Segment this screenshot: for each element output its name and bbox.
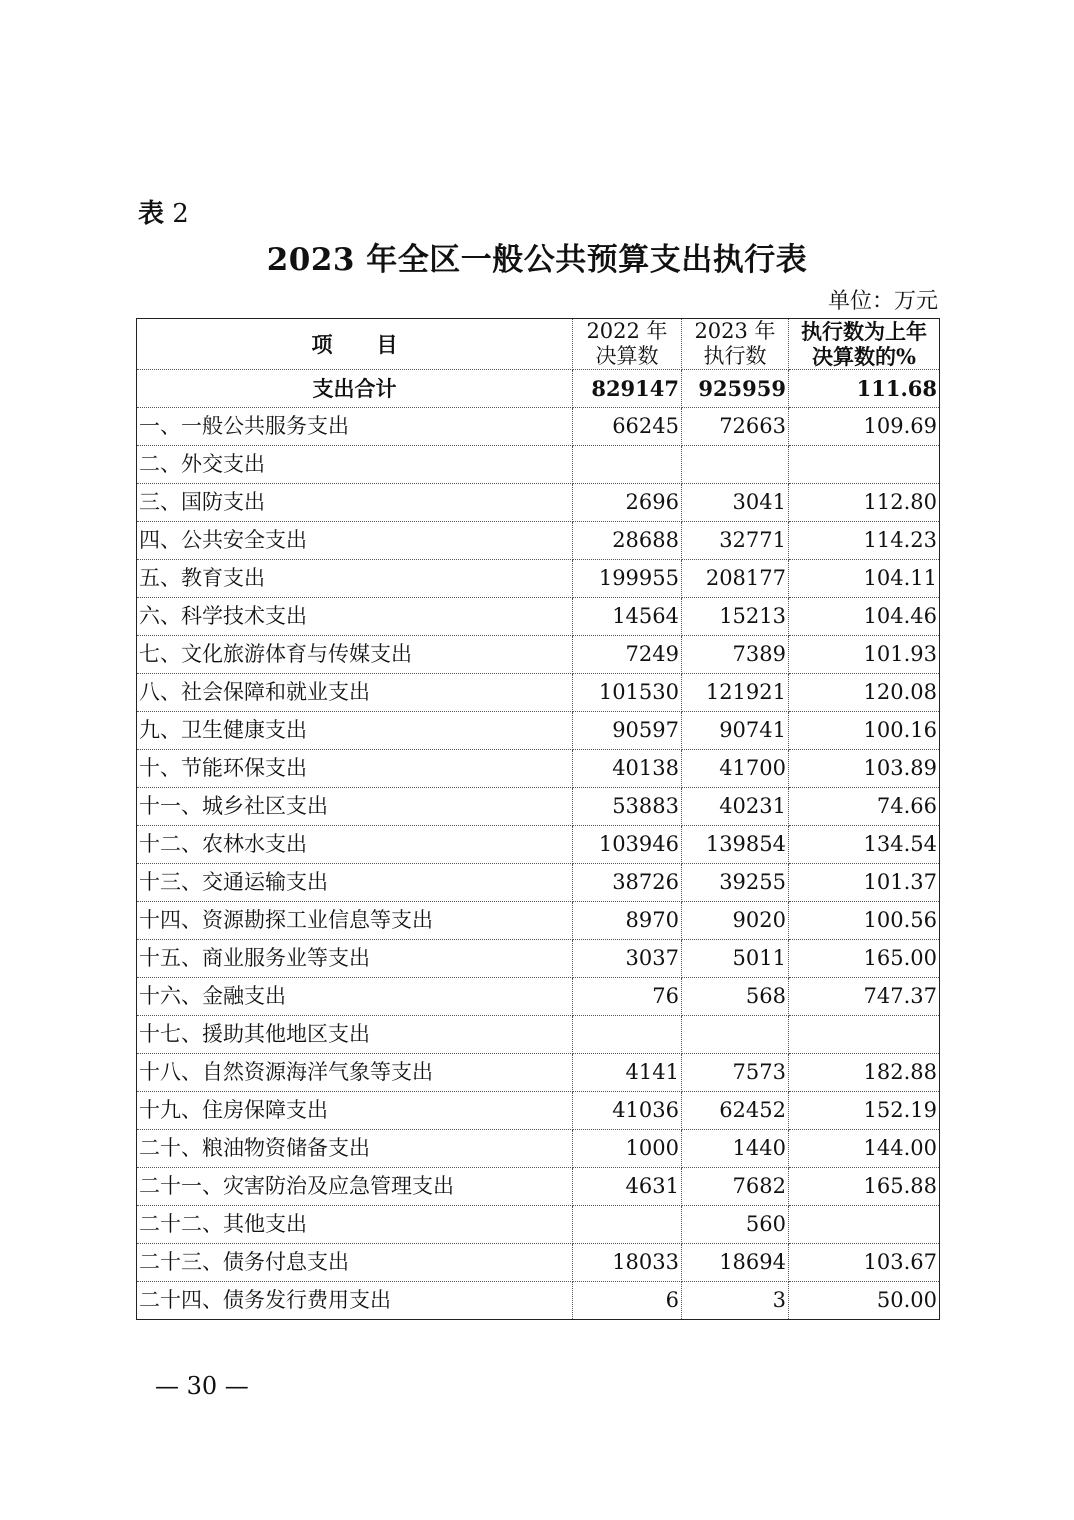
- row-name: 十三、交通运输支出: [137, 864, 573, 902]
- row-ratio: 152.19: [789, 1092, 940, 1130]
- header-item-a: 项: [311, 331, 333, 357]
- row-name: 十六、金融支出: [137, 978, 573, 1016]
- row-2023: 62452: [682, 1092, 789, 1130]
- table-row: [137, 636, 940, 674]
- row-2023: 90741: [682, 712, 789, 750]
- row-2022: 199955: [573, 560, 682, 598]
- budget-table: [136, 318, 940, 1320]
- row-ratio: 103.67: [789, 1244, 940, 1282]
- row-ratio: 74.66: [789, 788, 940, 826]
- row-2023: [682, 446, 789, 484]
- row-ratio: 100.16: [789, 712, 940, 750]
- row-2023: 560: [682, 1206, 789, 1244]
- row-ratio: 104.46: [789, 598, 940, 636]
- total-2023: 925959: [682, 370, 789, 408]
- row-2022: 76: [573, 978, 682, 1016]
- row-2022: 6: [573, 1282, 682, 1320]
- row-2022: 40138: [573, 750, 682, 788]
- table-row: [137, 940, 940, 978]
- unit-label: 单位：万元: [827, 289, 938, 314]
- header-2023-line1: 2023 年: [694, 319, 776, 343]
- table-row: [137, 598, 940, 636]
- row-2022: 103946: [573, 826, 682, 864]
- row-2023: 5011: [682, 940, 789, 978]
- table-row: [137, 826, 940, 864]
- table-row: [137, 674, 940, 712]
- row-2023: 41700: [682, 750, 789, 788]
- row-2022: 2696: [573, 484, 682, 522]
- row-2023: 121921: [682, 674, 789, 712]
- header-ratio-line1: 执行数为上年: [801, 319, 927, 344]
- row-2022: [573, 446, 682, 484]
- row-name: 二、外交支出: [137, 446, 573, 484]
- row-name: 八、社会保障和就业支出: [137, 674, 573, 712]
- table-row: [137, 1168, 940, 1206]
- row-2022: 3037: [573, 940, 682, 978]
- header-2022-line1: 2022 年: [586, 319, 668, 343]
- row-name: 二十、粮油物资储备支出: [137, 1130, 573, 1168]
- row-name: 五、教育支出: [137, 560, 573, 598]
- row-name: 十七、援助其他地区支出: [137, 1016, 573, 1054]
- header-item-b: 目: [376, 331, 398, 357]
- table-row: [137, 1054, 940, 1092]
- page-number: — 30 —: [155, 1372, 249, 1400]
- row-ratio: 165.00: [789, 940, 940, 978]
- row-2022: 90597: [573, 712, 682, 750]
- row-name: 二十二、其他支出: [137, 1206, 573, 1244]
- table-row: [137, 788, 940, 826]
- header-row: [137, 319, 940, 370]
- row-2023: 7682: [682, 1168, 789, 1206]
- row-2023: 3: [682, 1282, 789, 1320]
- row-name: 十二、农林水支出: [137, 826, 573, 864]
- row-2022: 41036: [573, 1092, 682, 1130]
- row-2022: 101530: [573, 674, 682, 712]
- row-2023: 208177: [682, 560, 789, 598]
- row-ratio: 101.93: [789, 636, 940, 674]
- row-ratio: 747.37: [789, 978, 940, 1016]
- table-row: [137, 1206, 940, 1244]
- total-ratio: 111.68: [789, 370, 940, 408]
- page-title: 2023 年全区一般公共预算支出执行表: [266, 242, 808, 278]
- row-2023: 9020: [682, 902, 789, 940]
- row-2022: 53883: [573, 788, 682, 826]
- row-name: 十、节能环保支出: [137, 750, 573, 788]
- row-ratio: 101.37: [789, 864, 940, 902]
- table-row: [137, 1244, 940, 1282]
- row-name: 二十三、债务付息支出: [137, 1244, 573, 1282]
- row-ratio: 120.08: [789, 674, 940, 712]
- row-2022: 7249: [573, 636, 682, 674]
- header-ratio-line2: 决算数的%: [812, 344, 916, 370]
- table-row: [137, 864, 940, 902]
- row-ratio: 144.00: [789, 1130, 940, 1168]
- row-ratio: [789, 446, 940, 484]
- table-row: [137, 560, 940, 598]
- row-2023: 1440: [682, 1130, 789, 1168]
- header-2022-line2: 决算数: [595, 344, 659, 369]
- table-row: [137, 408, 940, 446]
- row-2022: 4631: [573, 1168, 682, 1206]
- row-2022: [573, 1016, 682, 1054]
- row-name: 七、文化旅游体育与传媒支出: [137, 636, 573, 674]
- row-ratio: 104.11: [789, 560, 940, 598]
- row-ratio: 50.00: [876, 1288, 937, 1313]
- row-name: 十八、自然资源海洋气象等支出: [137, 1054, 573, 1092]
- row-name: 六、科学技术支出: [137, 598, 573, 636]
- row-2022: 14564: [573, 598, 682, 636]
- row-2022: 38726: [573, 864, 682, 902]
- table-label-prefix: 表: [138, 199, 165, 229]
- table-row: [137, 1130, 940, 1168]
- row-2023: [682, 1016, 789, 1054]
- table-row: [137, 1092, 940, 1130]
- header-2023: [682, 319, 789, 370]
- row-name: 十五、商业服务业等支出: [137, 940, 573, 978]
- row-ratio: 114.23: [789, 522, 940, 560]
- header-2022: [573, 319, 682, 370]
- total-name: 支出合计: [137, 370, 573, 408]
- row-2022: 66245: [573, 408, 682, 446]
- table-label: [138, 193, 189, 230]
- table-label-number: 2: [172, 199, 189, 229]
- row-2023: 15213: [682, 598, 789, 636]
- table-row: [137, 522, 940, 560]
- total-row: [137, 370, 940, 408]
- table-row: [137, 446, 940, 484]
- row-2023: 72663: [682, 408, 789, 446]
- row-2023: 7389: [682, 636, 789, 674]
- row-ratio: 182.88: [789, 1054, 940, 1092]
- row-2022: [573, 1206, 682, 1244]
- row-ratio: 165.88: [789, 1168, 940, 1206]
- row-2022: 28688: [573, 522, 682, 560]
- row-name: 四、公共安全支出: [137, 522, 573, 560]
- row-2023: 139854: [682, 826, 789, 864]
- row-name: 三、国防支出: [137, 484, 573, 522]
- table-row: [137, 902, 940, 940]
- header-2023-line2: 执行数: [703, 344, 767, 369]
- header-item: [137, 319, 573, 370]
- row-name: 十四、资源勘探工业信息等支出: [137, 902, 573, 940]
- row-name: 二十四、债务发行费用支出: [137, 1282, 573, 1320]
- table-row: [137, 978, 940, 1016]
- row-2022: 8970: [573, 902, 682, 940]
- total-2022: 829147: [573, 370, 682, 408]
- table-row: [137, 1282, 940, 1320]
- row-ratio: 103.89: [789, 750, 940, 788]
- row-ratio: 100.56: [789, 902, 940, 940]
- row-name: 二十一、灾害防治及应急管理支出: [137, 1168, 573, 1206]
- row-2023: 40231: [682, 788, 789, 826]
- table-row: [137, 712, 940, 750]
- row-2023: 18694: [682, 1244, 789, 1282]
- row-2022: 18033: [573, 1244, 682, 1282]
- row-ratio: 134.54: [789, 826, 940, 864]
- table-row: [137, 750, 940, 788]
- row-name: 九、卫生健康支出: [137, 712, 573, 750]
- row-2023: 39255: [682, 864, 789, 902]
- row-name: 十九、住房保障支出: [137, 1092, 573, 1130]
- row-2023: 3041: [682, 484, 789, 522]
- table-row: [137, 1016, 940, 1054]
- row-2023: 32771: [682, 522, 789, 560]
- header-ratio: [789, 319, 940, 370]
- row-2023: 7573: [682, 1054, 789, 1092]
- row-ratio: 112.80: [789, 484, 940, 522]
- row-name: 十一、城乡社区支出: [137, 788, 573, 826]
- row-name: 一、一般公共服务支出: [137, 408, 573, 446]
- row-2022: 4141: [573, 1054, 682, 1092]
- row-ratio: [789, 1206, 940, 1244]
- row-ratio: [789, 1016, 940, 1054]
- row-ratio: 109.69: [789, 408, 940, 446]
- row-2023: 568: [682, 978, 789, 1016]
- row-2022: 1000: [573, 1130, 682, 1168]
- table-row: [137, 484, 940, 522]
